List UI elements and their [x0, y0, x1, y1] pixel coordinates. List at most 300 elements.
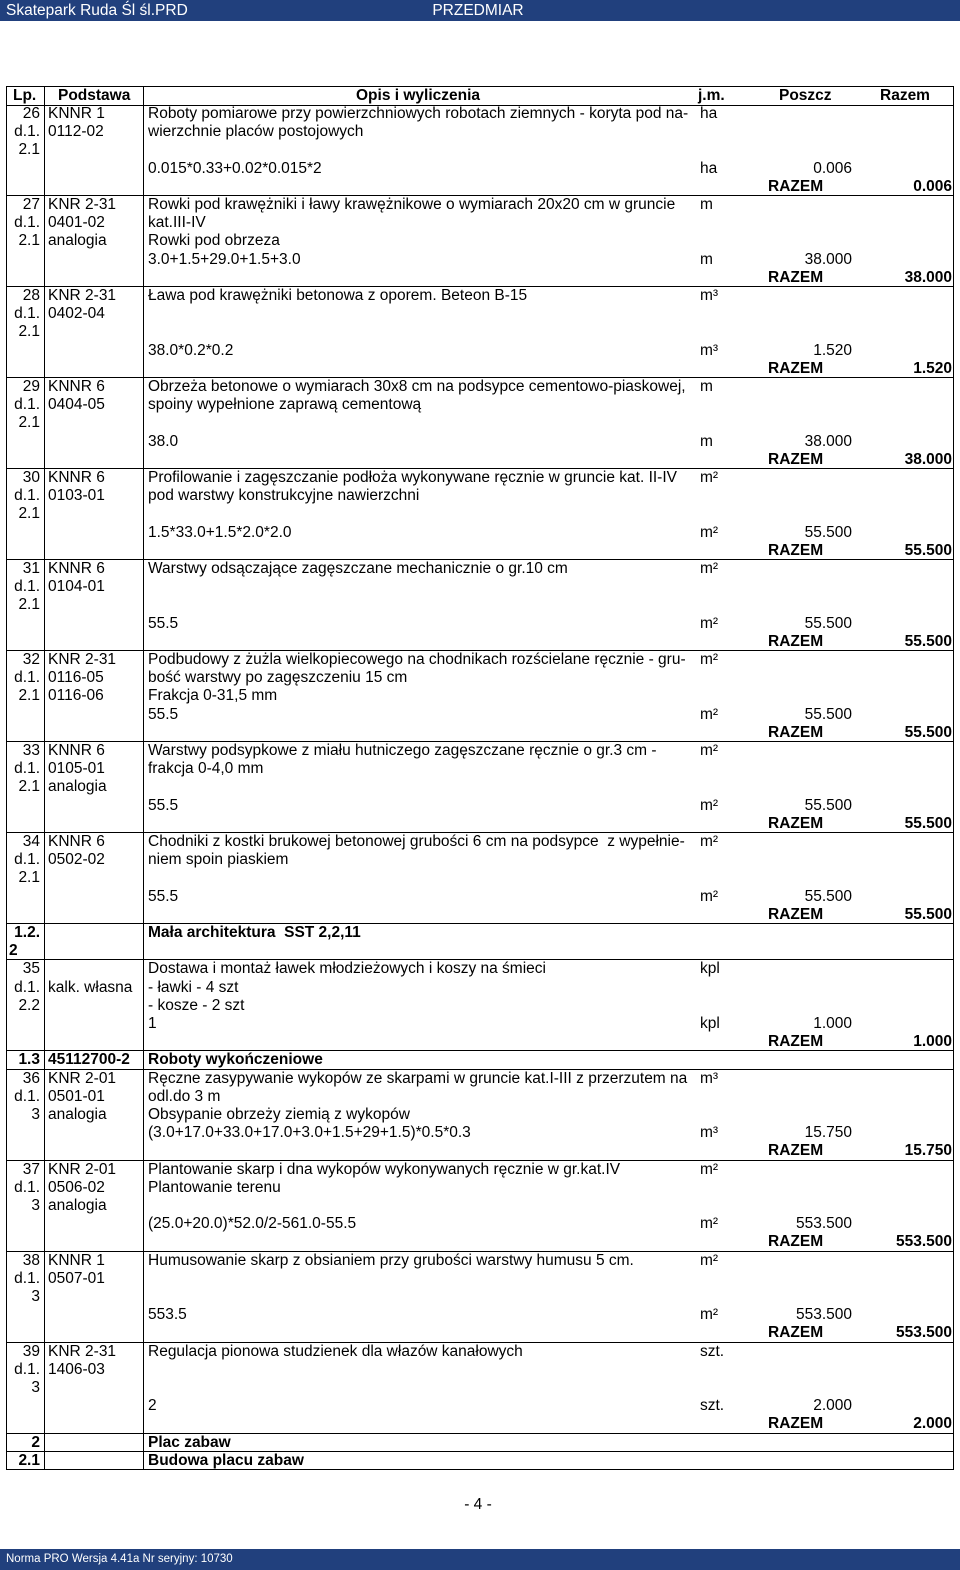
row-line — [0, 414, 960, 432]
description-line: Profilowanie i zagęszczanie podłoża wykonywane ręcznie w gruncie kat. II-IV — [148, 469, 677, 486]
row-line — [0, 1324, 960, 1342]
item-row — [0, 560, 960, 651]
item-number: 27 — [22, 196, 40, 213]
razem-label: RAZEM — [768, 450, 824, 468]
row-line — [0, 869, 960, 887]
column-header-opis: Opis i wyliczenia — [356, 87, 481, 104]
razem-label: RAZEM — [768, 541, 824, 559]
calc-value: 55.500 — [804, 523, 852, 541]
item-row — [0, 1161, 960, 1252]
row-line — [0, 1015, 960, 1033]
row-line — [0, 596, 960, 614]
calc-expression: 2 — [148, 1397, 157, 1415]
row-line — [0, 651, 960, 669]
row-line — [0, 524, 960, 542]
item-row — [0, 1070, 960, 1161]
row-line — [0, 1379, 960, 1397]
calc-value: 1.520 — [813, 341, 852, 359]
section-row — [0, 924, 960, 960]
razem-value: 38.000 — [904, 450, 952, 468]
unit: m³ — [700, 1069, 719, 1087]
basis-code: 0116-06 — [48, 687, 104, 705]
calc-expression: 553.5 — [148, 1306, 187, 1324]
row-line — [0, 1415, 960, 1433]
row-line — [0, 105, 960, 123]
item-number: 2.1 — [18, 1451, 40, 1469]
item-number: d.1. — [14, 1087, 40, 1105]
section-title: Roboty wykończeniowe — [148, 1051, 323, 1069]
basis-code: KNNR 6 — [48, 742, 105, 759]
description-line: Obsypanie obrzeży ziemią z wykopów — [148, 1105, 410, 1123]
description-line: Plantowanie skarp i dna wykopów wykonywanych ręcznie w gr.kat.IV — [148, 1160, 621, 1178]
description-line: niem spoin piaskiem — [148, 851, 289, 869]
calc-expression: 55.5 — [148, 705, 179, 723]
column-header-lp: Lp. — [13, 87, 37, 104]
description-line: wierzchnie placów postojowych — [148, 123, 364, 141]
row-line — [0, 1070, 960, 1088]
basis-code: 0507-01 — [48, 1269, 105, 1287]
item-number: d.1. — [14, 1178, 40, 1196]
item-number: 35 — [22, 960, 40, 978]
item-number: 2.1 — [18, 687, 40, 705]
item-number: 2.1 — [18, 778, 40, 796]
item-number: 26 — [22, 105, 40, 122]
row-line — [0, 888, 960, 906]
row-line — [0, 924, 960, 942]
row-line — [0, 760, 960, 778]
item-number: d.1. — [14, 1360, 40, 1378]
razem-value: 15.750 — [904, 1142, 952, 1160]
item-number: 3 — [31, 1287, 40, 1305]
item-number: 39 — [22, 1342, 40, 1360]
calc-value: 55.500 — [804, 705, 852, 723]
razem-label: RAZEM — [768, 1142, 824, 1160]
row-line — [0, 979, 960, 997]
calc-value: 55.500 — [804, 796, 852, 814]
section-title: Mała architektura SST 2,2,11 — [148, 924, 361, 941]
description-line: Warstwy podsypkowe z miału hutniczego zagęszczane ręcznie o gr.3 cm - — [148, 742, 657, 759]
basis-code: KNR 2-31 — [48, 1342, 117, 1360]
row-line — [0, 1270, 960, 1288]
row-line — [0, 778, 960, 796]
basis-code: 0104-01 — [48, 578, 105, 596]
unit: m — [700, 378, 713, 395]
row-line — [0, 1452, 960, 1470]
calc-value: 55.500 — [804, 887, 852, 905]
software-info: Norma PRO Wersja 4.41a Nr seryjny: 10730 — [6, 1553, 233, 1565]
row-line — [0, 942, 960, 960]
item-number: 2.2 — [18, 996, 40, 1014]
razem-value: 55.500 — [904, 541, 952, 559]
footer-bar — [0, 1549, 960, 1570]
row-line — [0, 833, 960, 851]
item-number: d.1. — [14, 760, 40, 778]
description-line: frakcja 0-4,0 mm — [148, 760, 264, 778]
row-line — [0, 323, 960, 341]
calc-expression: (25.0+20.0)*52.0/2-561.0-55.5 — [148, 1215, 357, 1233]
document-header-bar — [0, 0, 960, 21]
basis-code: KNR 2-01 — [48, 1069, 117, 1087]
item-number: 2.1 — [18, 141, 40, 159]
row-line — [0, 287, 960, 305]
item-number: 2.1 — [18, 505, 40, 523]
item-number: 33 — [22, 742, 40, 759]
basis-code: 0103-01 — [48, 487, 105, 505]
unit: m² — [700, 469, 719, 486]
description-line: Obrzeża betonowe o wymiarach 30x8 cm na podsypce cementowo-piaskowej, — [148, 378, 686, 395]
row-line — [0, 141, 960, 159]
row-line — [0, 742, 960, 760]
row-line — [0, 1142, 960, 1160]
row-line — [0, 1306, 960, 1324]
item-number: 2 — [9, 942, 18, 960]
item-number: 32 — [22, 651, 40, 668]
item-number: d.1. — [14, 978, 40, 996]
section-row — [0, 1452, 960, 1470]
item-number: 2.1 — [18, 869, 40, 887]
basis-code: 0105-01 — [48, 760, 105, 778]
row-line — [0, 960, 960, 978]
row-line — [0, 1161, 960, 1179]
unit: m² — [700, 651, 719, 668]
calc-expression: 38.0*0.2*0.2 — [148, 341, 234, 359]
razem-label: RAZEM — [768, 814, 824, 832]
description-line: Dostawa i montaż ławek młodzieżowych i koszy na śmieci — [148, 960, 546, 978]
basis-code: 0116-05 — [48, 669, 104, 687]
description-line: - kosze - 2 szt — [148, 996, 245, 1014]
razem-value: 1.000 — [913, 1033, 952, 1051]
basis-code: 45112700-2 — [48, 1051, 130, 1069]
item-row — [0, 833, 960, 924]
row-line — [0, 706, 960, 724]
basis-code: analogia — [48, 232, 107, 250]
item-row — [0, 196, 960, 287]
calc-unit: m³ — [700, 1124, 719, 1142]
description-line: Chodniki z kostki brukowej betonowej grubości 6 cm na podsypce z wypełnie- — [148, 833, 685, 850]
description-line: Podbudowy z żużla wielkopiecowego na chodnikach rozścielane ręcznie - gru- — [148, 651, 686, 668]
razem-value: 55.500 — [904, 814, 952, 832]
calc-expression: 1 — [148, 1014, 157, 1032]
row-line — [0, 578, 960, 596]
razem-value: 55.500 — [904, 632, 952, 650]
calc-value: 38.000 — [804, 432, 852, 450]
row-line — [0, 378, 960, 396]
basis-code: 1406-03 — [48, 1360, 105, 1378]
unit: kpl — [700, 960, 720, 978]
basis-code: 0404-05 — [48, 396, 105, 414]
calc-value: 2.000 — [813, 1397, 852, 1415]
calc-expression: 55.5 — [148, 796, 179, 814]
razem-value: 0.006 — [913, 177, 952, 195]
row-line — [0, 724, 960, 742]
basis-code: 0402-04 — [48, 305, 105, 323]
description-line: Roboty pomiarowe przy powierzchniowych robotach ziemnych - koryta pod na- — [148, 105, 689, 122]
basis-code: 0506-02 — [48, 1178, 105, 1196]
description-line: spoiny wypełnione zaprawą cementową — [148, 396, 422, 414]
description-line: Frakcja 0-31,5 mm — [148, 687, 278, 705]
row-line — [0, 305, 960, 323]
unit: szt. — [700, 1342, 725, 1360]
basis-code: 0401-02 — [48, 214, 105, 232]
calc-expression: 0.015*0.33+0.02*0.015*2 — [148, 159, 322, 177]
calc-expression: 38.0 — [148, 432, 179, 450]
row-line — [0, 1033, 960, 1051]
description-line: Plantowanie terenu — [148, 1178, 281, 1196]
row-line — [0, 469, 960, 487]
calc-unit: m² — [700, 523, 719, 541]
calc-unit: m² — [700, 1215, 719, 1233]
unit: m² — [700, 1160, 719, 1178]
item-number: d.1. — [14, 1269, 40, 1287]
item-number: 36 — [22, 1069, 40, 1087]
razem-value: 553.500 — [895, 1233, 952, 1251]
basis-code: analogia — [48, 1105, 107, 1123]
description-line: Regulacja pionowa studzienek dla włazów kanałowych — [148, 1342, 523, 1360]
calc-value: 1.000 — [813, 1014, 852, 1032]
description-line: Rowki pod krawężniki i ławy krawężnikowe o wymiarach 20x20 cm w gruncie — [148, 196, 676, 213]
item-row — [0, 1252, 960, 1343]
row-line — [0, 1233, 960, 1251]
item-number: 29 — [22, 378, 40, 395]
item-row — [0, 960, 960, 1051]
calc-value: 55.500 — [804, 614, 852, 632]
basis-code: KNR 2-01 — [48, 1160, 117, 1178]
row-line — [0, 1088, 960, 1106]
unit: m² — [700, 1251, 719, 1269]
row-line — [0, 797, 960, 815]
razem-label: RAZEM — [768, 177, 824, 195]
item-row — [0, 105, 960, 196]
item-number: d.1. — [14, 578, 40, 596]
column-header-jm: j.m. — [698, 87, 725, 104]
calc-unit: m³ — [700, 341, 719, 359]
item-number: 28 — [22, 287, 40, 304]
basis-code: 0501-01 — [48, 1087, 105, 1105]
item-number: 34 — [22, 833, 40, 850]
column-header-podstawa: Podstawa — [58, 87, 131, 104]
razem-value: 1.520 — [913, 359, 952, 377]
item-number: 3 — [31, 1378, 40, 1396]
calc-unit: m² — [700, 887, 719, 905]
item-number: 2.1 — [18, 596, 40, 614]
row-line — [0, 815, 960, 833]
description-line: Humusowanie skarp z obsianiem przy grubości warstwy humusu 5 cm. — [148, 1251, 634, 1269]
column-header-razem: Razem — [880, 87, 930, 104]
item-number: 3 — [31, 1196, 40, 1214]
calc-expression: (3.0+17.0+33.0+17.0+3.0+1.5+29+1.5)*0.5*0.3 — [148, 1124, 471, 1142]
calc-unit: m² — [700, 1306, 719, 1324]
item-number: 1.2. — [14, 924, 40, 941]
item-row — [0, 651, 960, 742]
row-line — [0, 687, 960, 705]
item-number: d.1. — [14, 305, 40, 323]
row-line — [0, 669, 960, 687]
calc-expression: 1.5*33.0+1.5*2.0*2.0 — [148, 523, 292, 541]
row-line — [0, 487, 960, 505]
unit: m — [700, 196, 713, 213]
item-number: 2.1 — [18, 232, 40, 250]
document-type: PRZEDMIAR — [432, 2, 524, 19]
calc-expression: 55.5 — [148, 614, 179, 632]
row-line — [0, 160, 960, 178]
row-line — [0, 433, 960, 451]
item-number: 31 — [22, 560, 40, 577]
description-line: odl.do 3 m — [148, 1087, 221, 1105]
razem-label: RAZEM — [768, 632, 824, 650]
row-line — [0, 342, 960, 360]
description-line: kat.III-IV — [148, 214, 206, 232]
row-line — [0, 1343, 960, 1361]
row-line — [0, 232, 960, 250]
basis-code: KNR 2-31 — [48, 651, 117, 668]
row-line — [0, 214, 960, 232]
row-line — [0, 1288, 960, 1306]
calc-unit: m² — [700, 796, 719, 814]
row-line — [0, 123, 960, 141]
section-title: Budowa placu zabaw — [148, 1451, 304, 1469]
row-line — [0, 360, 960, 378]
item-number: 38 — [22, 1251, 40, 1269]
calc-value: 553.500 — [795, 1215, 852, 1233]
page-number: - 4 - — [464, 1496, 492, 1513]
description-line: bość warstwy po zagęszczeniu 15 cm — [148, 669, 408, 687]
basis-code: KNNR 6 — [48, 378, 105, 395]
unit: m² — [700, 833, 719, 850]
description-line: pod warstwy konstrukcyjne nawierzchni — [148, 487, 420, 505]
calc-value: 0.006 — [813, 159, 852, 177]
calc-unit: kpl — [700, 1014, 720, 1032]
item-number: 2 — [31, 1433, 40, 1451]
calc-value: 38.000 — [804, 250, 852, 268]
razem-label: RAZEM — [768, 1415, 824, 1433]
item-row — [0, 742, 960, 833]
calc-unit: m — [700, 432, 713, 450]
calc-unit: m² — [700, 705, 719, 723]
unit: m² — [700, 560, 719, 577]
item-row — [0, 378, 960, 469]
razem-label: RAZEM — [768, 268, 824, 286]
row-line — [0, 196, 960, 214]
item-number: d.1. — [14, 669, 40, 687]
unit: m² — [700, 742, 719, 759]
row-line — [0, 1397, 960, 1415]
row-line — [0, 906, 960, 924]
razem-value: 55.500 — [904, 905, 952, 923]
basis-code: KNR 2-31 — [48, 196, 117, 213]
item-number: d.1. — [14, 851, 40, 869]
row-line — [0, 1361, 960, 1379]
row-line — [0, 269, 960, 287]
razem-label: RAZEM — [768, 905, 824, 923]
razem-value: 38.000 — [904, 268, 952, 286]
unit: m³ — [700, 287, 719, 304]
item-number: 1.3 — [18, 1051, 40, 1069]
description-line: Ręczne zasypywanie wykopów ze skarpami w gruncie kat.I-III z przerzutem na — [148, 1069, 688, 1087]
row-line — [0, 1197, 960, 1215]
section-row — [0, 1434, 960, 1452]
basis-code: 0502-02 — [48, 851, 105, 869]
unit: ha — [700, 105, 718, 122]
calc-expression: 3.0+1.5+29.0+1.5+3.0 — [148, 250, 301, 268]
razem-label: RAZEM — [768, 1324, 824, 1342]
basis-code: KNNR 1 — [48, 105, 105, 122]
row-line — [0, 542, 960, 560]
item-number: d.1. — [14, 214, 40, 232]
calc-unit: ha — [700, 159, 718, 177]
row-line — [0, 1215, 960, 1233]
item-number: 3 — [31, 1105, 40, 1123]
row-line — [0, 615, 960, 633]
row-line — [0, 505, 960, 523]
row-line — [0, 1124, 960, 1142]
calc-unit: m — [700, 250, 713, 268]
razem-value: 553.500 — [895, 1324, 952, 1342]
row-line — [0, 1179, 960, 1197]
description-line: - ławki - 4 szt — [148, 978, 239, 996]
item-number: 2.1 — [18, 414, 40, 432]
row-line — [0, 178, 960, 196]
row-line — [0, 1106, 960, 1124]
file-title: Skatepark Ruda Śl śl.PRD — [6, 2, 188, 19]
item-row — [0, 287, 960, 378]
row-line — [0, 997, 960, 1015]
section-row — [0, 1051, 960, 1069]
row-line — [0, 1252, 960, 1270]
basis-code: kalk. własna — [48, 978, 133, 996]
row-line — [0, 251, 960, 269]
razem-label: RAZEM — [768, 723, 824, 741]
description-line: Ława pod krawężniki betonowa z oporem. Beteon B-15 — [148, 287, 528, 304]
row-line — [0, 396, 960, 414]
item-number: 2.1 — [18, 323, 40, 341]
basis-code: KNNR 6 — [48, 469, 105, 486]
row-line — [0, 633, 960, 651]
row-line — [0, 1434, 960, 1452]
row-line — [0, 451, 960, 469]
calc-value: 553.500 — [795, 1306, 852, 1324]
calc-expression: 55.5 — [148, 887, 179, 905]
item-number: d.1. — [14, 487, 40, 505]
item-number: 37 — [22, 1160, 40, 1178]
description-line: Rowki pod obrzeza — [148, 232, 280, 250]
row-line — [0, 560, 960, 578]
razem-label: RAZEM — [768, 1233, 824, 1251]
row-line — [0, 851, 960, 869]
basis-code: 0112-02 — [48, 123, 104, 141]
basis-code: analogia — [48, 1196, 107, 1214]
basis-code: KNR 2-31 — [48, 287, 117, 304]
row-line — [0, 1051, 960, 1069]
item-row — [0, 469, 960, 560]
section-title: Plac zabaw — [148, 1433, 231, 1451]
basis-code: KNNR 6 — [48, 560, 105, 577]
razem-value: 55.500 — [904, 723, 952, 741]
item-number: 30 — [22, 469, 40, 486]
column-header-poszcz: Poszcz — [779, 87, 832, 104]
basis-code: KNNR 1 — [48, 1251, 105, 1269]
calc-unit: szt. — [700, 1397, 725, 1415]
razem-label: RAZEM — [768, 1033, 824, 1051]
item-number: d.1. — [14, 396, 40, 414]
calc-value: 15.750 — [804, 1124, 852, 1142]
item-row — [0, 1343, 960, 1434]
item-number: d.1. — [14, 123, 40, 141]
basis-code: KNNR 6 — [48, 833, 105, 850]
basis-code: analogia — [48, 778, 107, 796]
razem-label: RAZEM — [768, 359, 824, 377]
calc-unit: m² — [700, 614, 719, 632]
description-line: Warstwy odsączające zagęszczane mechanicznie o gr.10 cm — [148, 560, 568, 577]
